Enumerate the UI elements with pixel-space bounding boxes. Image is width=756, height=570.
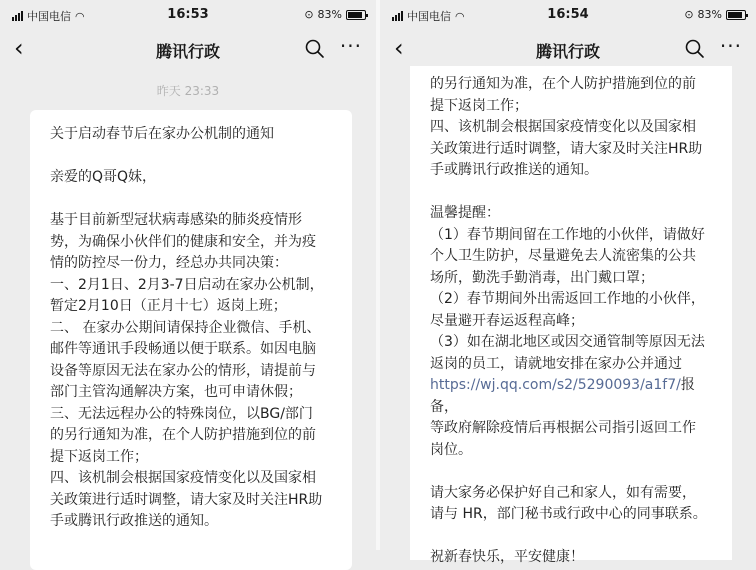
message-text-line: 返岗的员工，请就地安排在家办公并通过 xyxy=(430,355,682,372)
message-text-line: 提下返岗工作； xyxy=(50,448,148,465)
alarm-icon: ⊙ xyxy=(304,8,314,21)
message-text-line: 邮件等通讯手段畅通以便于联系。如因电脑 xyxy=(50,341,316,357)
status-bar xyxy=(0,0,376,30)
battery-indicator xyxy=(304,8,366,21)
message-text-line: （3）如在湖北地区或因交通管制等原因无法 xyxy=(430,334,705,350)
battery-icon xyxy=(346,10,366,20)
message-text-line: 亲爱的Q哥Q妹， xyxy=(50,169,157,185)
chat-title: 腾讯行政 xyxy=(155,42,220,61)
nav-bar xyxy=(380,30,756,68)
message-text-line: 设备等原因无法在家办公的情形，请提前与 xyxy=(50,362,316,379)
search-icon[interactable] xyxy=(684,38,706,60)
message-text-line: 暂定2月10日（正月十七）返岗上班； xyxy=(50,298,287,314)
message-text-line: 四、该机制会根据国家疫情变化以及国家相 xyxy=(50,470,316,486)
status-time: 16:54 xyxy=(547,7,589,22)
survey-link[interactable]: https://wj.qq.com/s2/5290093/a1f7/ xyxy=(430,377,681,393)
message-text-line: 势，为确保小伙伴们的健康和安全，并为疫 xyxy=(50,233,316,250)
message-text-line: 祝新春快乐，平安健康！ xyxy=(430,549,584,565)
right-phone-screen xyxy=(380,0,756,565)
more-options-button[interactable]: ··· xyxy=(719,34,742,58)
message-text-line: 温馨提醒： xyxy=(430,205,500,221)
carrier-name: 中国电信 xyxy=(407,10,451,23)
message-timestamp: 昨天 23:33 xyxy=(156,84,220,98)
link-suffix: 报备， xyxy=(430,377,695,415)
status-time: 16:53 xyxy=(167,7,209,22)
message-text-line: 情的防控尽一份力，经总办共同决策： xyxy=(50,255,288,271)
chat-title: 腾讯行政 xyxy=(535,42,600,61)
message-text-line: 个人卫生防护，尽量避免去人流密集的公共 xyxy=(430,248,696,264)
back-button[interactable]: ‹ xyxy=(394,34,404,62)
message-text-line: 二、 在家办公期间请保持企业微信、手机、 xyxy=(50,319,321,336)
left-phone-screen xyxy=(0,0,376,550)
paragraph-spacer xyxy=(50,189,332,211)
message-bubble[interactable] xyxy=(30,110,352,570)
message-text-line: 关于启动春节后在家办公机制的通知 xyxy=(50,126,274,142)
alarm-icon: ⊙ xyxy=(684,8,694,21)
carrier-name: 中国电信 xyxy=(27,10,71,23)
paragraph-spacer xyxy=(430,461,712,483)
message-text-line: 四、该机制会根据国家疫情变化以及国家相 xyxy=(430,119,696,135)
message-text-line: 场所，勤洗手勤消毒，出门戴口罩； xyxy=(430,269,654,286)
message-text-line: 关政策进行适时调整，请大家及时关注HR助 xyxy=(430,140,703,157)
message-text-line: 基于目前新型冠状病毒感染的肺炎疫情形 xyxy=(50,212,302,228)
paragraph-spacer xyxy=(50,146,332,168)
battery-percent: 83% xyxy=(697,8,722,21)
message-text-line: 等政府解除疫情后再根据公司指引返回工作 xyxy=(430,420,696,436)
message-text-line: 请大家务必保护好自己和家人，如有需要， xyxy=(430,484,696,501)
message-bubble[interactable] xyxy=(410,60,732,565)
message-text-line: 岗位。 xyxy=(430,441,472,458)
paragraph-spacer xyxy=(430,526,712,548)
wifi-icon: ◠ xyxy=(75,9,85,23)
message-text-line: 三、无法远程办公的特殊岗位，以BG/部门 xyxy=(50,405,313,422)
message-text-line: 手或腾讯行政推送的通知。 xyxy=(50,513,218,529)
message-text-line: （1）春节期间留在工作地的小伙伴，请做好 xyxy=(430,226,705,243)
message-text-line: 尽量避开春运返程高峰； xyxy=(430,312,584,329)
battery-icon xyxy=(726,10,746,20)
battery-indicator xyxy=(684,8,746,21)
wifi-icon: ◠ xyxy=(455,9,465,23)
message-text-line: 部门主管沟通解决方案，也可申请休假； xyxy=(50,384,302,400)
message-text-line: 手或腾讯行政推送的通知。 xyxy=(430,162,598,178)
status-bar xyxy=(380,0,756,30)
search-icon[interactable] xyxy=(304,38,326,60)
message-text-line: 提下返岗工作； xyxy=(430,97,528,114)
message-text-line xyxy=(430,375,712,418)
message-text-line: 的另行通知为准，在个人防护措施到位的前 xyxy=(430,76,696,92)
message-text-line: 请与 HR，部门秘书或行政中心的同事联系。 xyxy=(430,506,707,522)
back-button[interactable]: ‹ xyxy=(14,34,24,62)
message-text-line: 的另行通知为准，在个人防护措施到位的前 xyxy=(50,427,316,443)
nav-bar xyxy=(0,30,376,68)
more-options-button[interactable]: ··· xyxy=(339,34,362,58)
message-text-line: 一、2月1日、2月3-7日启动在家办公机制， xyxy=(50,276,324,293)
message-text-line: 关政策进行适时调整，请大家及时关注HR助 xyxy=(50,491,323,508)
message-text-line: （2）春节期间外出需返回工作地的小伙伴， xyxy=(430,291,705,307)
battery-percent: 83% xyxy=(317,8,342,21)
paragraph-spacer xyxy=(430,182,712,204)
